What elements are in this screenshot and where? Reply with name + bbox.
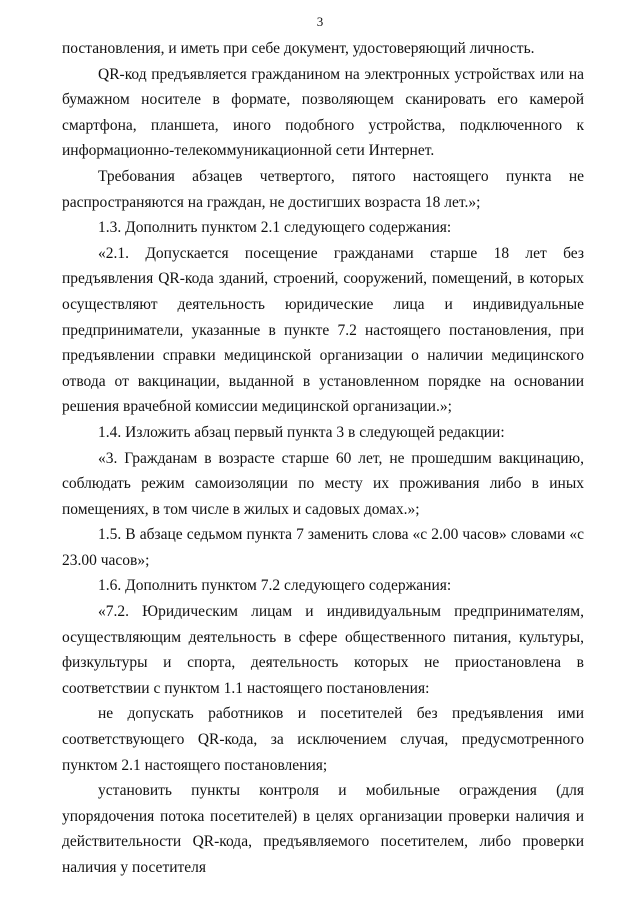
paragraph-item-1-4: 1.4. Изложить абзац первый пункта 3 в следующей редакции: (98, 423, 505, 441)
paragraph-item-1-3: 1.3. Дополнить пунктом 2.1 следующего содержания: (98, 219, 452, 237)
paragraph-point-2-1: «2.1. Допускается посещение гражданами старше 18 лет без предъявления QR-кода зданий, строений, сооружений, помещений, в которых осуществляют деятельность юридические лица и индивидуальные предприниматели, указанные в пункте 7.2 настоящего постановления, при предъявлении справки медицинской организации о наличии медицинского отвода от вакцинации, выданной в установленном порядке на основании решения врачебной комиссии медицинской организации.»; (62, 244, 584, 416)
paragraph-qr-presentation: QR-код предъявляется гражданином на электронных устройствах или на бумажном носителе в формате, позволяющем сканировать его камерой смартфона, планшета, иного подобного устройства, подключенного к информационно-телекоммуникационной сети Интернет. (62, 65, 584, 160)
paragraph-continuation: постановления, и иметь при себе документ, удостоверяющий личность. (62, 40, 535, 57)
document-body (62, 36, 584, 881)
paragraph-point-7-2: «7.2. Юридическим лицам и индивидуальным предпринимателям, осуществляющим деятельность в сфере общественного питания, культуры, физкультуры и спорта, деятельность которых не приостановлена в соответствии с пунктом 1.1 настоящего постановления: (62, 603, 584, 697)
paragraph-item-1-6: 1.6. Дополнить пунктом 7.2 следующего содержания: (98, 577, 452, 595)
page-number: 3 (316, 14, 324, 29)
paragraph-no-admission: не допускать работников и посетителей без предъявления ими соответствующего QR-кода, за исключением случая, предусмотренного пунктом 2.1 настоящего постановления; (62, 705, 584, 774)
paragraph-point-3: «3. Гражданам в возрасте старше 60 лет, не прошедшим вакцинацию, соблюдать режим самоизоляции по месту их проживания либо в иных помещениях, в том числе в жилых и садовых домах.»; (62, 449, 584, 518)
paragraph-age-exemption: Требования абзацев четвертого, пятого настоящего пункта не распространяются на граждан, не достигших возраста 18 лет.»; (62, 167, 584, 211)
paragraph-control-points: установить пункты контроля и мобильные ограждения (для упорядочения потока посетителей) в целях организации проверки наличия и действительности QR-кода, предъявляемого посетителем, либо проверки наличия у посетителя (62, 782, 584, 876)
paragraph-item-1-5: 1.5. В абзаце седьмом пункта 7 заменить слова «с 2.00 часов» словами «с 23.00 часов»; (62, 526, 584, 569)
